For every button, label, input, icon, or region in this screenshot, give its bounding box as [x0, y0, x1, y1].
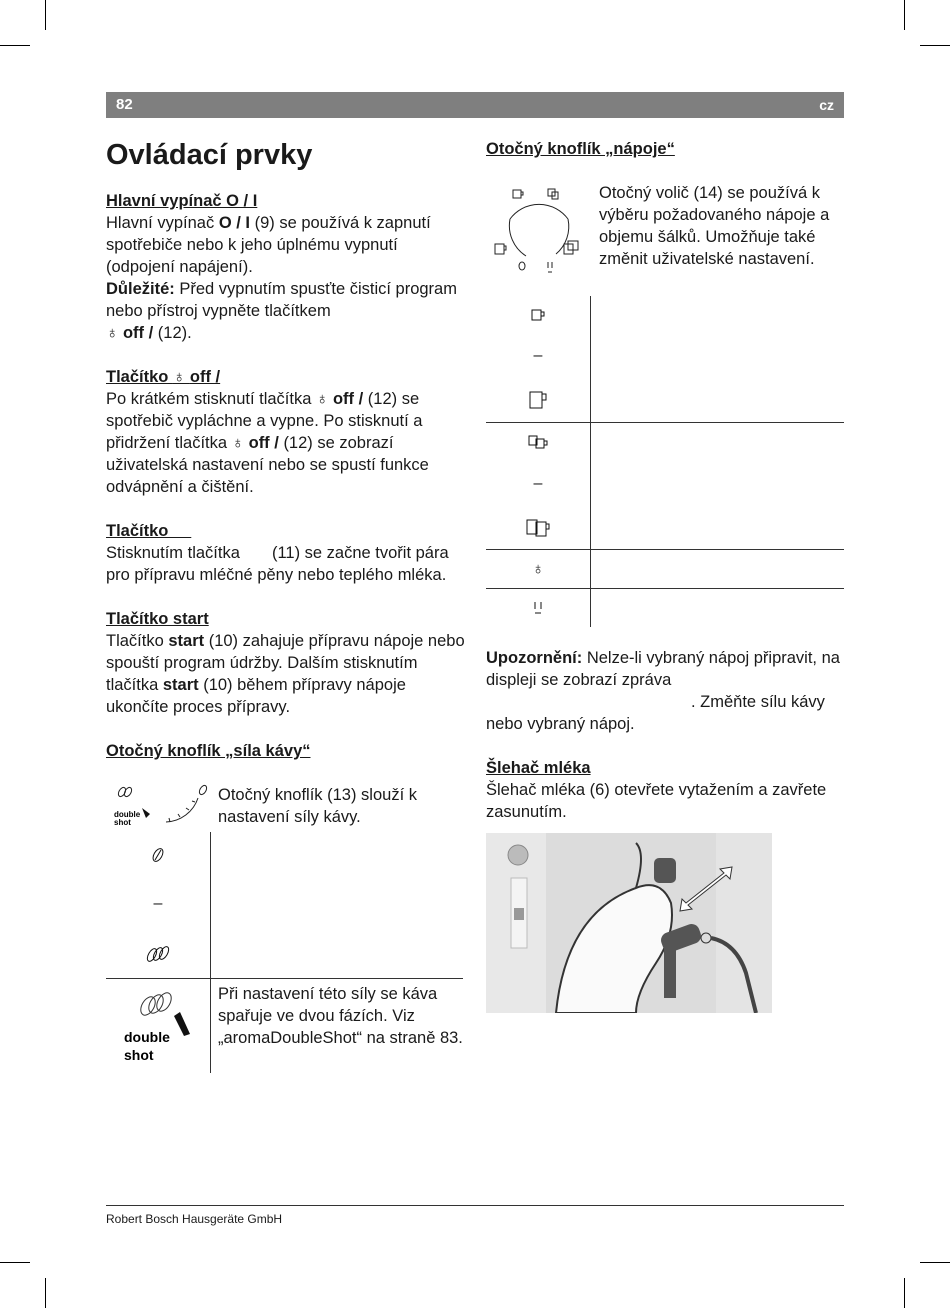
- drinks-description: Otočný volič (14) se používá k výběru požadovaného nápoje a objemu šálků. Umožňuje také změnit uživatelské nastavení.: [599, 184, 830, 268]
- section-main-switch: [106, 190, 466, 344]
- crop-mark: [920, 45, 950, 46]
- section-heading: Otočný knoflík „síla kávy“: [106, 742, 311, 760]
- steam-row-icon: [486, 588, 591, 627]
- small-cup-icon: [530, 308, 546, 322]
- footer-rule: [106, 1205, 844, 1206]
- empty-cell: [591, 588, 844, 627]
- clean-off-icon: ♁: [316, 390, 333, 408]
- one-bean-icon: [150, 847, 166, 863]
- crop-mark: [0, 45, 30, 46]
- section-heading: Tlačítko: [106, 522, 192, 540]
- empty-cell: [211, 832, 463, 978]
- left-column: [106, 138, 466, 1073]
- double-cup-levels: [486, 422, 591, 549]
- clean-off-icon: ♁: [231, 434, 249, 452]
- page-title: Ovládací prvky: [106, 139, 313, 171]
- section-heading: Otočný knoflík „nápoje“: [486, 140, 675, 158]
- milk-frother-illustration: [486, 833, 772, 1013]
- hot-water-row-icon: [486, 549, 591, 588]
- paragraph: Důležité: Před vypnutím spusťte čisticí program nebo přístroj vypněte tlačítkem ♁ off / (12).: [106, 280, 457, 342]
- strength-knob-icon: [106, 784, 211, 832]
- crop-mark: [904, 1278, 905, 1308]
- crop-mark: [920, 1262, 950, 1263]
- paragraph: Stisknutím tlačítka (11) se začne tvořit pára pro přípravu mléčné pěny nebo teplého mléka.: [106, 544, 454, 584]
- section-start-button: [106, 608, 466, 718]
- range-dash: –: [153, 895, 163, 912]
- page-header-bar: [106, 92, 844, 118]
- empty-cell: [591, 296, 844, 422]
- two-small-cups-icon: [527, 434, 549, 450]
- strength-table: [106, 784, 466, 1073]
- drinks-knob-icon: [486, 184, 591, 296]
- clean-off-icon: ♁: [531, 560, 545, 578]
- svg-text:shot: shot: [114, 818, 131, 827]
- paragraph: Po krátkém stisknutí tlačítka ♁ off / (12) se spotřebič vypláchne a vypne. Po stisknutí a přidržení tlačítka ♁ off / (12) se zobrazí uživatelská nastavení nebo se spustí funkce odvápnění a čištění.: [106, 390, 429, 496]
- strength-description: Otočný knoflík (13) slouží k nastavení síly kávy.: [218, 786, 417, 826]
- section-heading: Hlavní vypínač O / I: [106, 192, 258, 210]
- page-number: 82: [116, 96, 133, 113]
- section-notice: [486, 647, 846, 735]
- language-code: cz: [819, 97, 834, 113]
- footer-company: Robert Bosch Hausgeräte GmbH: [106, 1212, 283, 1226]
- svg-text:double: double: [124, 1029, 170, 1045]
- single-cup-levels: [486, 296, 591, 422]
- section-heading: Šlehač mléka: [486, 759, 591, 777]
- paragraph: Upozornění: Nelze-li vybraný nápoj připravit, na displeji se zobrazí zpráva . Změňte sílu kávy nebo vybraný nápoj.: [486, 649, 840, 733]
- section-off-button: [106, 366, 466, 498]
- clean-off-icon: ♁: [172, 368, 190, 386]
- section-heading: Tlačítko ♁ off /: [106, 368, 221, 386]
- steam-nozzle-icon: [533, 600, 543, 616]
- section-heading: Tlačítko start: [106, 610, 209, 628]
- double-shot-icon: [106, 978, 211, 1073]
- crop-mark: [45, 1278, 46, 1308]
- svg-text:double: double: [114, 810, 141, 819]
- clean-off-icon: ♁: [106, 324, 119, 342]
- three-beans-icon: [146, 945, 170, 963]
- paragraph: Tlačítko start (10) zahajuje přípravu nápoje nebo spouští program údržby. Dalším stisknutím tlačítka start (10) během přípravy nápoje ukončíte proces přípravy.: [106, 632, 465, 716]
- large-cup-icon: [528, 390, 548, 410]
- crop-mark: [0, 1262, 30, 1263]
- paragraph: Šlehač mléka (6) otevřete vytažením a zavřete zasunutím.: [486, 781, 827, 821]
- paragraph: Hlavní vypínač O / I (9) se používá k zapnutí spotřebiče nebo k jeho úplnému vypnutí (odpojení napájení).: [106, 214, 431, 276]
- right-column: [486, 138, 846, 823]
- empty-cell: [591, 549, 844, 588]
- section-strength-knob: [106, 740, 466, 1073]
- drinks-table: [486, 184, 846, 627]
- range-dash: –: [533, 474, 543, 492]
- empty-cell: [591, 422, 844, 549]
- two-large-cups-icon: [525, 518, 551, 538]
- section-drinks-knob: [486, 138, 846, 627]
- crop-mark: [904, 0, 905, 30]
- double-shot-description: Při nastavení této síly se káva spařuje ve dvou fázích. Viz „aromaDoubleShot“ na straně 83.: [211, 978, 463, 1073]
- section-steam-button: [106, 520, 466, 586]
- section-milk-frother: [486, 757, 846, 823]
- range-dash: –: [533, 346, 543, 364]
- strength-levels-icons: [106, 832, 211, 978]
- crop-mark: [45, 0, 46, 30]
- svg-text:shot: shot: [124, 1047, 154, 1063]
